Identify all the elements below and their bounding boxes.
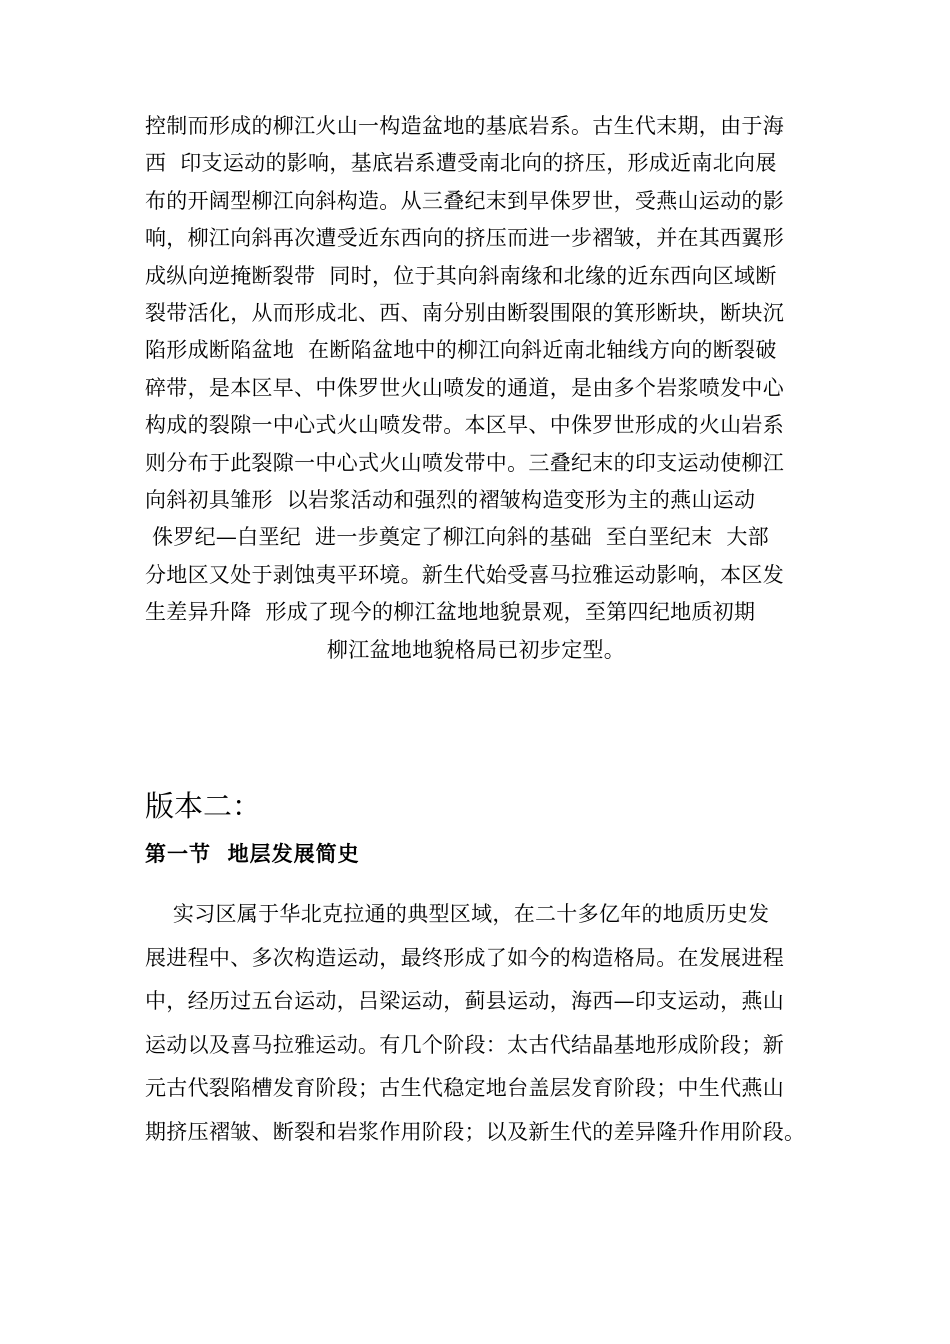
text-line: 展进程中、多次构造运动，最终形成了如今的构造格局。在发展进程	[145, 945, 784, 970]
text-line: 构成的裂隙一中心式火山喷发带。本区早、中侏罗世形成的火山岩系	[145, 413, 784, 438]
text-line: 运动以及喜马拉雅运动。有几个阶段：太古代结晶基地形成阶段；新	[145, 1032, 784, 1057]
section-title: 第一节 地层发展简史	[145, 842, 360, 866]
text-line-centered: 柳江盆地地貌格局已初步定型。	[326, 637, 626, 662]
version-title: 版本二：	[145, 789, 262, 823]
text-line: 控制而形成的柳江火山一构造盆地的基底岩系。古生代末期，由于海	[145, 114, 784, 138]
text-line: 分地区又处于剥蚀夷平环境。新生代始受喜马拉雅运动影响，本区发	[145, 562, 784, 587]
text-line: 向斜初具雏形 以岩浆活动和强烈的褶皱构造变形为主的燕山运动	[145, 488, 756, 513]
body-paragraph-1	[145, 108, 807, 669]
text-line: 布的开阔型柳江向斜构造。从三叠纪末到早侏罗世，受燕山运动的影	[145, 188, 784, 213]
text-line: 则分布于此裂隙一中心式火山喷发带中。三叠纪末的印支运动使柳江	[145, 450, 784, 475]
text-line: 生差异升降 形成了现今的柳江盆地地貌景观，至第四纪地质初期	[145, 600, 756, 625]
text-line: 裂带活化，从而形成北、西、南分别由断裂围限的箕形断块，断块沉	[145, 301, 784, 326]
text-line: 元古代裂陷槽发育阶段；古生代稳定地台盖层发育阶段；中生代燕山	[145, 1076, 784, 1101]
text-line: 侏罗纪—白垩纪 进一步奠定了柳江向斜的基础 至白垩纪末 大部	[145, 525, 769, 550]
text-line: 中，经历过五台运动，吕梁运动，蓟县运动，海西—印支运动，燕山	[145, 989, 784, 1014]
text-line: 期挤压褶皱、断裂和岩浆作用阶段；以及新生代的差异隆升作用阶段。	[145, 1119, 806, 1144]
text-line: 碎带，是本区早、中侏罗世火山喷发的通道，是由多个岩浆喷发中心	[145, 375, 784, 400]
text-line: 实习区属于华北克拉通的典型区域，在二十多亿年的地质历史发	[145, 902, 770, 926]
text-line: 西 印支运动的影响，基底岩系遭受南北向的挤压，形成近南北向展	[145, 151, 777, 176]
text-line: 陷形成断陷盆地 在断陷盆地中的柳江向斜近南北轴线方向的断裂破	[145, 338, 777, 363]
text-line: 成纵向逆掩断裂带 同时，位于其向斜南缘和北缘的近东西向区域断	[145, 263, 777, 288]
body-paragraph-2	[145, 893, 807, 1155]
text-line: 响，柳江向斜再次遭受近东西向的挤压而进一步褶皱，并在其西翼形	[145, 226, 784, 251]
